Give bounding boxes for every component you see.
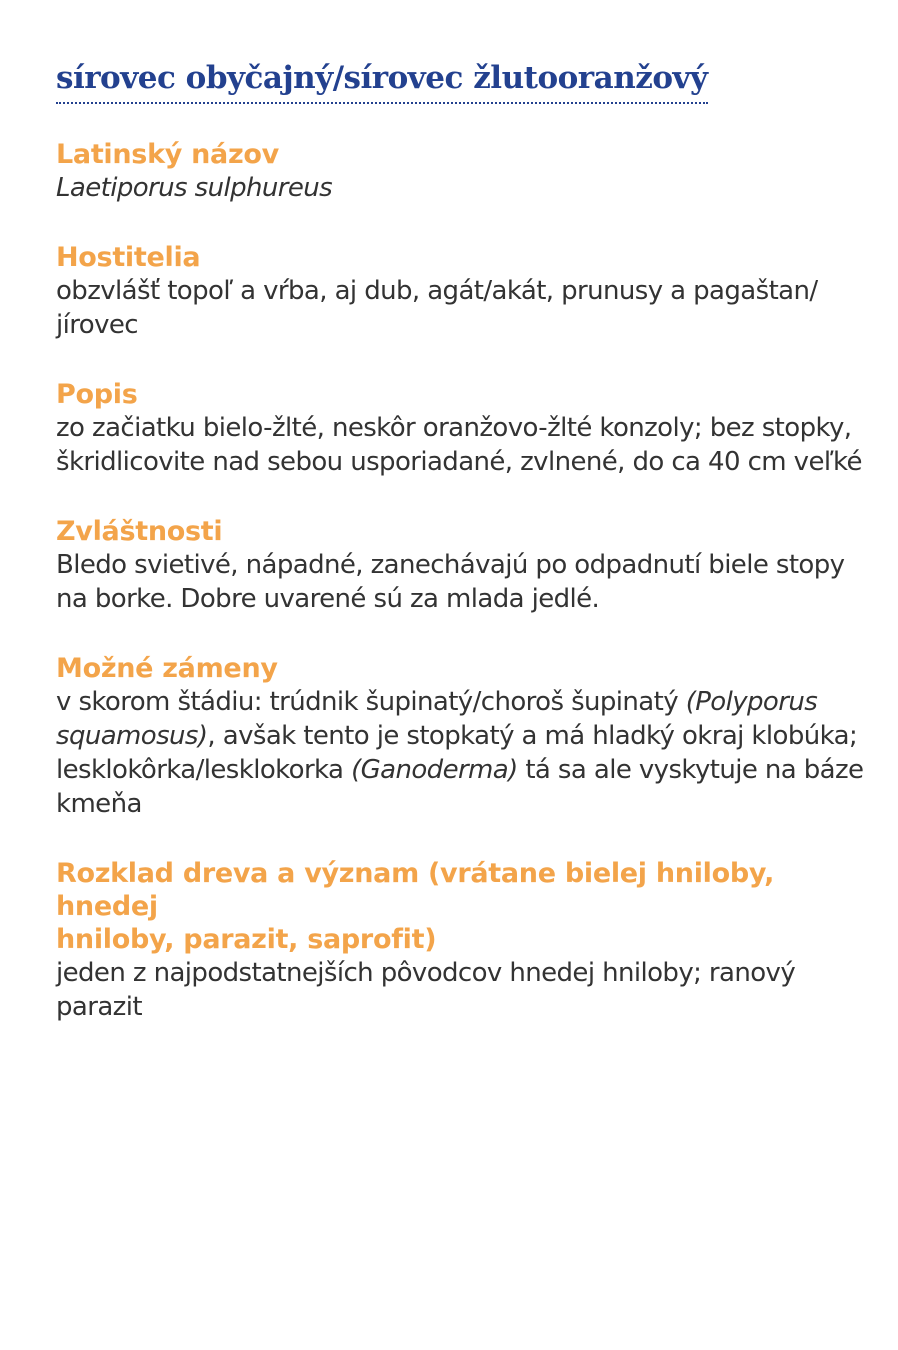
confusion-text <box>56 685 876 821</box>
section-hosts <box>56 241 876 342</box>
description-text <box>56 411 876 479</box>
hosts-heading: Hostitelia <box>56 242 201 273</box>
specifics-heading: Zvláštnosti <box>56 516 223 547</box>
confusion-line-1-italic: (Polyporus <box>685 687 818 717</box>
species-sheet <box>56 58 876 1024</box>
confusion-line-3-plain: lesklokôrka/lesklokorka <box>56 755 352 785</box>
hosts-line-1: obzvlášť topoľ a vŕba, aj dub, agát/akát, prunusy a pagaštan/ <box>56 276 818 306</box>
decay-line-2: parazit <box>56 992 142 1022</box>
hosts-line-2: jírovec <box>56 310 138 340</box>
confusion-line-3-plain-end: tá sa ale vyskytuje na báze <box>517 755 864 785</box>
decay-heading <box>56 857 876 956</box>
specifics-line-2: na borke. Dobre uvarené sú za mlada jedlé. <box>56 584 600 614</box>
decay-heading-line-2: hniloby, parazit, saprofit) <box>56 924 437 955</box>
section-confusion <box>56 652 876 821</box>
confusion-heading: Možné zámeny <box>56 653 278 684</box>
specifics-text <box>56 548 876 616</box>
confusion-line-3-italic: (Ganoderma) <box>351 755 518 785</box>
confusion-line-4: kmeňa <box>56 789 142 819</box>
section-latin-name <box>56 138 876 205</box>
decay-line-1: jeden z najpodstatnejších pôvodcov hnedej hniloby; ranový <box>56 958 796 988</box>
confusion-line-2-italic: squamosus) <box>56 721 208 751</box>
decay-text <box>56 956 876 1024</box>
description-line-2: škridlicovite nad sebou usporiadané, zvlnené, do ca 40 cm veľké <box>56 447 862 477</box>
latin-name-heading: Latinský názov <box>56 139 279 170</box>
confusion-line-2-plain: , avšak tento je stopkatý a má hladký okraj klobúka; <box>207 721 858 751</box>
latin-name-text: Laetiporus sulphureus <box>56 173 333 203</box>
decay-heading-line-1: Rozklad dreva a význam (vrátane bielej hniloby, hnedej <box>56 858 775 922</box>
section-description <box>56 378 876 479</box>
confusion-line-1-plain: v skorom štádiu: trúdnik šupinatý/choroš šupinatý <box>56 687 686 717</box>
description-heading: Popis <box>56 379 138 410</box>
hosts-text <box>56 274 876 342</box>
section-specifics <box>56 515 876 616</box>
description-line-1: zo začiatku bielo-žlté, neskôr oranžovo-žlté konzoly; bez stopky, <box>56 413 852 443</box>
page-title: sírovec obyčajný/sírovec žlutooranžový <box>56 58 708 104</box>
specifics-line-1: Bledo svietivé, nápadné, zanechávajú po odpadnutí biele stopy <box>56 550 845 580</box>
section-decay <box>56 857 876 1024</box>
